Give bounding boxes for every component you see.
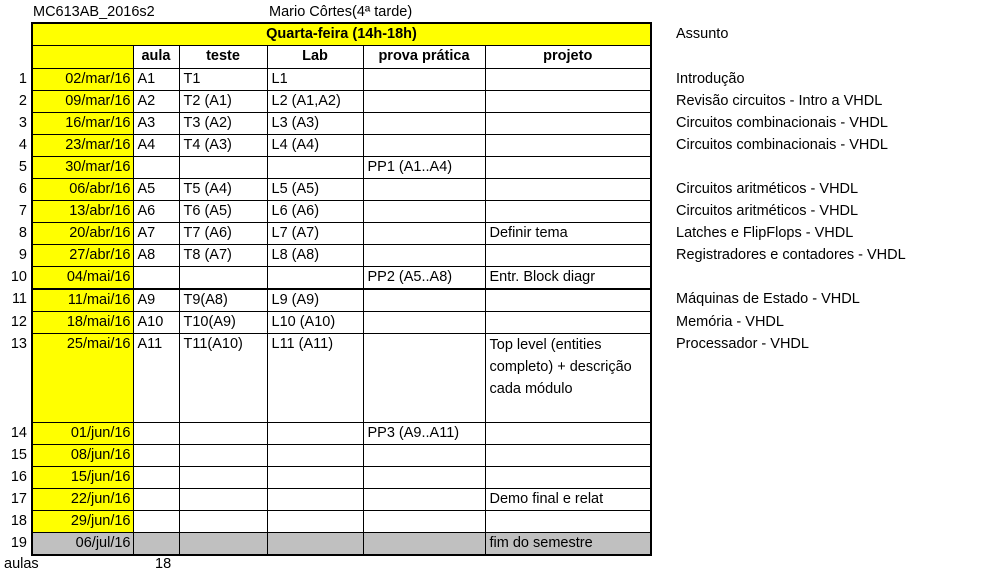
table-row [32, 91, 651, 113]
date-header-cell [32, 46, 133, 69]
aula-cell [133, 423, 179, 445]
teste-cell [179, 445, 267, 467]
teste-cell: T2 (A1) [179, 91, 267, 113]
teste-cell [179, 267, 267, 290]
aula-cell: A10 [133, 312, 179, 334]
prova-cell [363, 312, 485, 334]
aula-cell [133, 267, 179, 290]
table-row [32, 467, 651, 489]
table-row [32, 135, 651, 157]
projeto-cell: fim do semestre [485, 533, 651, 556]
assunto-text: Processador - VHDL [676, 335, 809, 352]
lab-cell [267, 267, 363, 290]
aula-cell [133, 533, 179, 556]
prova-cell [363, 489, 485, 511]
prova-cell [363, 289, 485, 312]
lab-cell: L8 (A8) [267, 245, 363, 267]
row-number: 5 [18, 158, 27, 175]
projeto-cell: Entr. Block diagr [485, 267, 651, 290]
date-cell: 08/jun/16 [32, 445, 133, 467]
prova-cell [363, 113, 485, 135]
assunto-text: Máquinas de Estado - VHDL [676, 291, 860, 307]
column-header-teste: teste [179, 46, 267, 69]
lab-cell [267, 511, 363, 533]
lab-cell: L10 (A10) [267, 312, 363, 334]
aula-cell [133, 445, 179, 467]
lab-cell [267, 467, 363, 489]
table-row [32, 312, 651, 334]
row-number: 2 [18, 92, 27, 109]
table-row [32, 245, 651, 267]
table-row [32, 511, 651, 533]
date-cell: 18/mai/16 [32, 312, 133, 334]
teste-cell: T6 (A5) [179, 201, 267, 223]
table-row [32, 201, 651, 223]
lab-cell: L3 (A3) [267, 113, 363, 135]
table-body [32, 69, 651, 556]
aula-cell [133, 467, 179, 489]
date-cell: 25/mai/16 [32, 334, 133, 423]
prova-cell [363, 135, 485, 157]
date-cell: 13/abr/16 [32, 201, 133, 223]
projeto-cell [485, 179, 651, 201]
table-row [32, 445, 651, 467]
row-number: 12 [10, 313, 27, 330]
teste-cell: T11(A10) [179, 334, 267, 423]
teste-cell [179, 157, 267, 179]
lab-cell: L1 [267, 69, 363, 91]
lab-cell [267, 489, 363, 511]
row-number: 15 [10, 446, 27, 463]
prova-cell: PP3 (A9..A11) [363, 423, 485, 445]
table-row [32, 69, 651, 91]
teste-cell [179, 489, 267, 511]
footer-count: 18 [155, 556, 172, 572]
table-title: Quarta-feira (14h-18h) [32, 23, 651, 46]
aula-cell: A5 [133, 179, 179, 201]
aula-cell: A7 [133, 223, 179, 245]
teste-cell: T8 (A7) [179, 245, 267, 267]
table-row [32, 289, 651, 312]
lab-cell [267, 445, 363, 467]
date-cell: 15/jun/16 [32, 467, 133, 489]
projeto-cell: Demo final e relat [485, 489, 651, 511]
row-number: 14 [10, 424, 27, 441]
prova-cell [363, 69, 485, 91]
projeto-cell [485, 467, 651, 489]
assunto-text: Memória - VHDL [676, 313, 784, 330]
projeto-cell [485, 289, 651, 312]
row-number: 18 [10, 512, 27, 529]
projeto-cell [485, 245, 651, 267]
prova-cell [363, 223, 485, 245]
aula-cell: A4 [133, 135, 179, 157]
assunto-text: Introdução [676, 70, 745, 87]
course-code: MC613AB_2016s2 [33, 4, 155, 20]
assunto-header: Assunto [676, 26, 729, 42]
column-header-prova: prova prática [363, 46, 485, 69]
prova-cell [363, 201, 485, 223]
projeto-cell [485, 113, 651, 135]
row-number: 3 [18, 114, 27, 131]
teste-cell: T5 (A4) [179, 179, 267, 201]
lab-cell: L9 (A9) [267, 289, 363, 312]
date-cell: 30/mar/16 [32, 157, 133, 179]
assunto-text: Circuitos aritméticos - VHDL [676, 180, 859, 197]
table-row [32, 423, 651, 445]
row-number: 4 [18, 136, 27, 153]
prova-cell [363, 179, 485, 201]
row-number: 11 [11, 291, 27, 307]
row-number: 1 [18, 70, 27, 87]
prova-cell [363, 245, 485, 267]
date-cell: 16/mar/16 [32, 113, 133, 135]
teste-cell [179, 467, 267, 489]
date-cell: 27/abr/16 [32, 245, 133, 267]
date-cell: 06/jul/16 [32, 533, 133, 556]
row-number: 19 [10, 534, 27, 551]
date-cell: 22/jun/16 [32, 489, 133, 511]
teste-cell: T1 [179, 69, 267, 91]
projeto-cell [485, 69, 651, 91]
projeto-cell [485, 423, 651, 445]
teste-cell: T7 (A6) [179, 223, 267, 245]
date-cell: 11/mai/16 [32, 289, 133, 312]
prova-cell [363, 467, 485, 489]
aula-cell: A8 [133, 245, 179, 267]
assunto-text: Circuitos combinacionais - VHDL [676, 136, 888, 153]
table-row [32, 267, 651, 290]
lab-cell [267, 423, 363, 445]
teste-cell: T9(A8) [179, 289, 267, 312]
lab-cell: L11 (A11) [267, 334, 363, 423]
date-cell: 29/jun/16 [32, 511, 133, 533]
column-header-lab: Lab [267, 46, 363, 69]
projeto-cell [485, 91, 651, 113]
table-row [32, 157, 651, 179]
prova-cell: PP2 (A5..A8) [363, 267, 485, 290]
row-number: 9 [18, 246, 27, 263]
date-cell: 09/mar/16 [32, 91, 133, 113]
table-row [32, 223, 651, 245]
column-header-projeto: projeto [485, 46, 651, 69]
professor-name: Mario Côrtes(4ª tarde) [269, 4, 413, 20]
table-row [32, 113, 651, 135]
assunto-text: Circuitos combinacionais - VHDL [676, 114, 888, 131]
row-number: 13 [10, 335, 27, 352]
date-cell: 01/jun/16 [32, 423, 133, 445]
lab-cell [267, 533, 363, 556]
aula-cell: A2 [133, 91, 179, 113]
prova-cell [363, 445, 485, 467]
row-number: 17 [10, 490, 27, 507]
prova-cell [363, 533, 485, 556]
footer-label: aulas [4, 556, 39, 572]
prova-cell: PP1 (A1..A4) [363, 157, 485, 179]
row-number: 6 [18, 180, 27, 197]
assunto-text: Latches e FlipFlops - VHDL [676, 224, 854, 241]
aula-cell: A3 [133, 113, 179, 135]
lab-cell [267, 157, 363, 179]
lab-cell: L7 (A7) [267, 223, 363, 245]
date-cell: 06/abr/16 [32, 179, 133, 201]
assunto-text: Circuitos aritméticos - VHDL [676, 202, 859, 219]
projeto-cell [485, 201, 651, 223]
lab-cell: L2 (A1,A2) [267, 91, 363, 113]
teste-cell [179, 511, 267, 533]
schedule-table [31, 22, 652, 556]
aula-cell: A11 [133, 334, 179, 423]
teste-cell: T10(A9) [179, 312, 267, 334]
table-row [32, 334, 651, 423]
table-row [32, 533, 651, 556]
assunto-text: Revisão circuitos - Intro a VHDL [676, 92, 883, 109]
row-number: 7 [18, 202, 27, 219]
aula-cell [133, 157, 179, 179]
prova-cell [363, 334, 485, 423]
aula-cell: A9 [133, 289, 179, 312]
teste-cell: T3 (A2) [179, 113, 267, 135]
projeto-cell: Definir tema [485, 223, 651, 245]
teste-cell [179, 423, 267, 445]
column-header-aula: aula [133, 46, 179, 69]
row-number: 8 [18, 224, 27, 241]
assunto-text: Registradores e contadores - VHDL [676, 246, 906, 263]
prova-cell [363, 511, 485, 533]
teste-cell [179, 533, 267, 556]
date-cell: 20/abr/16 [32, 223, 133, 245]
projeto-cell [485, 312, 651, 334]
teste-cell: T4 (A3) [179, 135, 267, 157]
projeto-cell: Top level (entities completo) + descrição cada módulo [485, 334, 651, 423]
lab-cell: L4 (A4) [267, 135, 363, 157]
projeto-cell [485, 445, 651, 467]
date-cell: 02/mar/16 [32, 69, 133, 91]
projeto-cell [485, 135, 651, 157]
aula-cell [133, 489, 179, 511]
row-number: 16 [10, 468, 27, 485]
aula-cell [133, 511, 179, 533]
date-cell: 23/mar/16 [32, 135, 133, 157]
aula-cell: A6 [133, 201, 179, 223]
date-cell: 04/mai/16 [32, 267, 133, 290]
lab-cell: L6 (A6) [267, 201, 363, 223]
table-row [32, 179, 651, 201]
projeto-cell [485, 511, 651, 533]
row-number: 10 [10, 268, 27, 285]
aula-cell: A1 [133, 69, 179, 91]
lab-cell: L5 (A5) [267, 179, 363, 201]
table-row [32, 489, 651, 511]
projeto-cell [485, 157, 651, 179]
prova-cell [363, 91, 485, 113]
